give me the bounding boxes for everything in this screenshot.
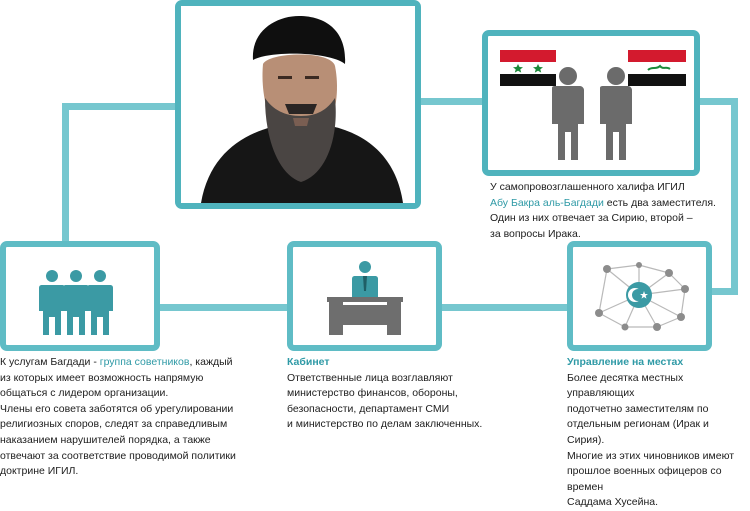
deputies-line2: есть два заместителя. <box>603 196 716 209</box>
advisers-line3: общаться с лидером организации. <box>0 387 169 400</box>
advisers-line1-rest: , каждый <box>189 356 233 368</box>
connector-advisers-to-cabinet <box>157 304 293 311</box>
deputies-box <box>482 30 700 176</box>
group-of-people-icon <box>6 247 154 345</box>
advisers-line8: доктрине ИГИЛ. <box>0 465 79 478</box>
advisers-highlight: группа советников <box>99 356 190 368</box>
advisers-description <box>0 355 240 480</box>
deputies-line1: У самопровозглашенного халифа ИГИЛ <box>490 181 685 193</box>
connector-leader-left <box>62 103 184 110</box>
local-line1: Более десятка местных управляющих <box>567 371 684 400</box>
deputies-description <box>490 180 745 242</box>
local-line2: подотчетно заместителям по <box>567 402 709 415</box>
leader-portrait <box>181 6 415 203</box>
connector-left-vertical <box>62 103 69 248</box>
cabinet-line3: безопасности, департамент СМИ <box>287 402 450 415</box>
local-line4: Многие из этих чиновников имеют <box>567 449 735 462</box>
local-box <box>567 241 712 351</box>
deputies-leader-name: Абу Бакра аль-Багдади <box>490 196 604 209</box>
advisers-line2: из которых имеет возможность напрямую <box>0 371 204 384</box>
cabinet-line1: Ответственные лица возглавляют <box>287 371 453 384</box>
advisers-line5: религиозных споров, следят за справедливым <box>0 418 228 431</box>
cabinet-line2: министерство финансов, обороны, <box>287 387 458 400</box>
person-icon <box>600 67 632 160</box>
connector-cabinet-to-local <box>438 304 572 311</box>
advisers-line7: отвечают за соответствие проводимой политики <box>0 449 236 462</box>
cabinet-box <box>287 241 442 351</box>
deputies-line3: Один из них отвечает за Сирию, второй – <box>490 212 693 225</box>
iraq-flag-icon <box>628 50 686 86</box>
advisers-line6: наказанием нарушителей порядка, а также <box>0 433 211 446</box>
connector-leader-to-deputies <box>418 98 488 105</box>
local-line6: Саддама Хусейна. <box>567 496 659 509</box>
cabinet-title: Кабинет <box>287 356 330 368</box>
deputies-illustration <box>488 36 694 170</box>
advisers-line4: Члены его совета заботятся об урегулировании <box>0 402 234 415</box>
person-icon <box>552 67 584 160</box>
local-title: Управление на местах <box>567 356 684 368</box>
local-line3: отдельным регионам (Ирак и Сирия). <box>567 418 709 446</box>
cabinet-line4: и министерство по делам заключенных. <box>287 418 483 431</box>
leader-box <box>175 0 421 209</box>
network-crescent-icon <box>573 247 706 345</box>
advisers-line1: К услугам Багдади - <box>0 356 100 368</box>
local-line5: прошлое военных офицеров со времен <box>567 465 722 493</box>
deputies-line4: за вопросы Ирака. <box>490 227 581 240</box>
cabinet-description <box>287 355 527 433</box>
connector-right-to-local <box>708 288 738 295</box>
syria-flag-icon <box>500 50 556 86</box>
advisers-box <box>0 241 160 351</box>
official-at-desk-icon <box>293 247 436 345</box>
